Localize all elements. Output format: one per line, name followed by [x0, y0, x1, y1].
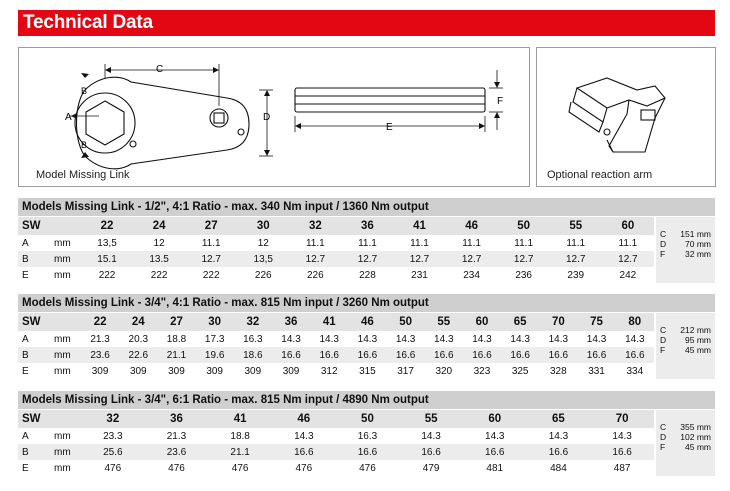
value-cell: 317 — [397, 365, 414, 377]
row-label: B — [18, 347, 54, 363]
size-cell: 32 — [81, 410, 145, 428]
value-cell: 11.1 — [566, 237, 586, 249]
value-cell: 16.6 — [425, 347, 463, 363]
size-cell: 30 — [196, 313, 234, 331]
value-cell: 16.6 — [310, 347, 348, 363]
dim-row-d: D 70 mm — [660, 239, 711, 249]
size-cell: 36 — [272, 313, 310, 331]
value-cell: 18.6 — [234, 347, 272, 363]
size-cell: 22 — [81, 313, 119, 331]
value-cell: 12.7 — [602, 251, 654, 267]
size-cell: 65 — [501, 313, 539, 331]
tool-dimension-drawing — [19, 48, 529, 186]
row-unit: mm — [54, 365, 71, 377]
table-header-row — [18, 410, 654, 428]
value-cell: 234 — [463, 269, 480, 281]
size-cell: 60 — [463, 410, 527, 428]
size-cell: 70 — [590, 410, 654, 428]
table-row-e — [18, 363, 654, 379]
value-cell: 309 — [282, 365, 300, 377]
dim-row-f: F 32 mm — [660, 249, 711, 259]
value-cell: 21.1 — [157, 347, 195, 363]
size-cell: 75 — [577, 313, 615, 331]
value-cell: 481 — [486, 462, 504, 474]
value-cell: 325 — [511, 365, 529, 377]
value-cell: 14.3 — [434, 333, 454, 345]
value-cell: 11.1 — [358, 237, 377, 249]
dim-label-b-top: B — [81, 86, 88, 96]
value-cell: 13,5 — [97, 237, 117, 249]
value-cell: 476 — [104, 462, 122, 474]
value-cell: 222 — [98, 269, 116, 281]
value-cell: 25.6 — [81, 444, 145, 460]
row-label: E — [22, 462, 29, 474]
value-cell: 16.6 — [387, 347, 425, 363]
size-cell: 70 — [539, 313, 577, 331]
size-cell: 41 — [393, 217, 445, 235]
value-cell: 16.6 — [463, 347, 501, 363]
size-cell: 41 — [208, 410, 272, 428]
value-cell: 331 — [588, 365, 605, 377]
head-label: SW — [18, 313, 54, 331]
value-cell: 334 — [626, 365, 644, 377]
size-cell: 55 — [550, 217, 602, 235]
size-cell: 60 — [602, 217, 654, 235]
row-unit: mm — [54, 347, 81, 363]
dim-row-c: C 212 mm — [660, 325, 711, 335]
value-cell: 14.3 — [421, 430, 441, 442]
table-row-a — [18, 235, 654, 251]
value-cell: 19.6 — [196, 347, 234, 363]
value-cell: 11.1 — [305, 237, 325, 249]
value-cell: 231 — [411, 269, 428, 281]
value-cell: 17.3 — [204, 333, 225, 345]
value-cell: 14.3 — [510, 333, 530, 345]
tool-caption: Model Missing Link — [36, 169, 130, 181]
reaction-arm-caption: Optional reaction arm — [547, 169, 653, 181]
value-cell: 14.3 — [586, 333, 607, 345]
value-cell: 14.3 — [281, 333, 301, 345]
size-cell: 50 — [498, 217, 550, 235]
value-cell: 13.5 — [133, 251, 185, 267]
table-row-e — [18, 267, 654, 283]
value-cell: 309 — [168, 365, 185, 377]
row-unit: mm — [54, 430, 71, 442]
value-cell: 11.1 — [462, 237, 481, 249]
header-bar — [18, 10, 715, 36]
value-cell: 16.6 — [616, 347, 654, 363]
value-cell: 239 — [567, 269, 585, 281]
size-cell: 24 — [119, 313, 157, 331]
size-cell: 36 — [145, 410, 209, 428]
table-row-b — [18, 347, 654, 363]
dim-row-d: D 102 mm — [660, 432, 711, 442]
value-cell: 12.7 — [498, 251, 550, 267]
value-cell: 14.3 — [395, 333, 416, 345]
size-cell: 65 — [527, 410, 591, 428]
size-cell: 80 — [616, 313, 654, 331]
section-title: Models Missing Link - 1/2", 4:1 Ratio - max. 340 Nm input / 1360 Nm output — [18, 198, 715, 216]
head-label: SW — [18, 217, 54, 235]
value-cell: 222 — [150, 269, 168, 281]
size-cell: 27 — [185, 217, 237, 235]
value-cell: 312 — [320, 365, 338, 377]
table-row-b — [18, 444, 654, 460]
dim-label-a: A — [65, 112, 72, 123]
value-cell: 14.3 — [548, 333, 569, 345]
value-cell: 309 — [91, 365, 109, 377]
value-cell: 484 — [550, 462, 567, 474]
value-cell: 242 — [619, 269, 637, 281]
size-cell: 46 — [272, 410, 336, 428]
value-cell: 20.3 — [128, 333, 149, 345]
dimension-box — [656, 410, 715, 476]
value-cell: 320 — [435, 365, 453, 377]
value-cell: 315 — [359, 365, 376, 377]
value-cell: 226 — [254, 269, 272, 281]
value-cell: 22.6 — [119, 347, 157, 363]
size-cell: 32 — [234, 313, 272, 331]
table-row-a — [18, 428, 654, 444]
size-cell: 50 — [387, 313, 425, 331]
value-cell: 12 — [153, 237, 165, 249]
table-row-b — [18, 251, 654, 267]
value-cell: 16.6 — [577, 347, 615, 363]
spec-table — [18, 217, 654, 283]
value-cell: 226 — [307, 269, 324, 281]
value-cell: 16.3 — [357, 430, 378, 442]
value-cell: 18.8 — [166, 333, 187, 345]
row-label: A — [22, 333, 29, 345]
dim-row-f: F 45 mm — [660, 345, 711, 355]
value-cell: 12 — [257, 237, 269, 249]
page-title: Technical Data — [23, 12, 153, 33]
value-cell: 16.6 — [272, 347, 310, 363]
size-cell: 30 — [237, 217, 289, 235]
dim-label-d: D — [263, 112, 271, 123]
value-cell: 228 — [359, 269, 376, 281]
value-cell: 14.3 — [548, 430, 569, 442]
value-cell: 16.6 — [348, 347, 386, 363]
row-label: A — [22, 237, 29, 249]
row-unit: mm — [54, 269, 71, 281]
row-label: E — [22, 365, 29, 377]
value-cell: 16.6 — [590, 444, 654, 460]
value-cell: 476 — [359, 462, 376, 474]
size-cell: 60 — [463, 313, 501, 331]
dim-row-d: D 95 mm — [660, 335, 711, 345]
size-cell: 46 — [446, 217, 498, 235]
row-unit: mm — [54, 444, 81, 460]
value-cell: 16.6 — [399, 444, 463, 460]
value-cell: 16.6 — [463, 444, 527, 460]
section-title: Models Missing Link - 3/4", 6:1 Ratio - max. 815 Nm input / 4890 Nm output — [18, 391, 715, 409]
value-cell: 12.7 — [289, 251, 341, 267]
size-cell: 50 — [336, 410, 400, 428]
table-row-a — [18, 331, 654, 347]
size-cell: 27 — [157, 313, 195, 331]
table-header-row — [18, 217, 654, 235]
tool-drawing-panel — [18, 47, 530, 187]
value-cell: 11.1 — [514, 237, 534, 249]
value-cell: 11.1 — [618, 237, 638, 249]
row-unit: mm — [54, 333, 71, 345]
value-cell: 12.7 — [550, 251, 602, 267]
size-cell: 55 — [425, 313, 463, 331]
value-cell: 12.7 — [393, 251, 445, 267]
value-cell: 23.6 — [81, 347, 119, 363]
size-cell: 41 — [310, 313, 348, 331]
value-cell: 476 — [231, 462, 249, 474]
value-cell: 14.3 — [485, 430, 505, 442]
value-cell: 15.1 — [81, 251, 133, 267]
size-cell: 55 — [399, 410, 463, 428]
table-row-e — [18, 460, 654, 476]
value-cell: 14.3 — [612, 430, 632, 442]
reaction-arm-drawing — [537, 48, 715, 168]
row-unit: mm — [54, 251, 81, 267]
value-cell: 476 — [295, 462, 313, 474]
dim-label-e: E — [386, 122, 393, 133]
value-cell: 323 — [473, 365, 491, 377]
value-cell: 309 — [244, 365, 262, 377]
value-cell: 487 — [613, 462, 631, 474]
value-cell: 12.7 — [185, 251, 237, 267]
value-cell: 16.6 — [501, 347, 539, 363]
value-cell: 16.6 — [272, 444, 336, 460]
spec-table — [18, 410, 654, 476]
dimension-box — [656, 217, 715, 283]
dim-row-f: F 45 mm — [660, 442, 711, 452]
row-label: B — [18, 444, 54, 460]
value-cell: 11.1 — [410, 237, 429, 249]
value-cell: 12.7 — [341, 251, 393, 267]
dim-label-b-bottom: B — [81, 140, 88, 150]
value-cell: 236 — [515, 269, 532, 281]
value-cell: 21.3 — [166, 430, 187, 442]
value-cell: 14.3 — [625, 333, 645, 345]
dim-row-c: C 151 mm — [660, 229, 711, 239]
value-cell: 16.6 — [336, 444, 400, 460]
value-cell: 21.3 — [90, 333, 110, 345]
size-cell: 24 — [133, 217, 185, 235]
row-unit: mm — [54, 237, 71, 249]
value-cell: 476 — [168, 462, 185, 474]
value-cell: 14.3 — [357, 333, 378, 345]
value-cell: 18.8 — [230, 430, 250, 442]
table-header-row — [18, 313, 654, 331]
size-cell: 22 — [81, 217, 133, 235]
dim-row-c: C 355 mm — [660, 422, 711, 432]
value-cell: 11.1 — [201, 237, 221, 249]
row-unit: mm — [54, 462, 71, 474]
value-cell: 14.3 — [294, 430, 314, 442]
reaction-arm-panel — [536, 47, 716, 187]
dim-label-c: C — [156, 64, 164, 75]
value-cell: 222 — [202, 269, 220, 281]
value-cell: 479 — [422, 462, 440, 474]
value-cell: 16.6 — [527, 444, 591, 460]
row-label: B — [18, 251, 54, 267]
head-label: SW — [18, 410, 54, 428]
spec-table — [18, 313, 654, 379]
value-cell: 21.1 — [208, 444, 272, 460]
value-cell: 16.6 — [539, 347, 577, 363]
row-label: E — [22, 269, 29, 281]
size-cell: 32 — [289, 217, 341, 235]
row-label: A — [22, 430, 29, 442]
value-cell: 23.6 — [145, 444, 209, 460]
value-cell: 328 — [550, 365, 567, 377]
section-title: Models Missing Link - 3/4", 4:1 Ratio - max. 815 Nm input / 3260 Nm output — [18, 294, 715, 312]
size-cell: 46 — [348, 313, 386, 331]
value-cell: 12.7 — [446, 251, 498, 267]
value-cell: 23.3 — [103, 430, 123, 442]
dim-label-f: F — [497, 96, 504, 107]
size-cell: 36 — [341, 217, 393, 235]
value-cell: 16.3 — [243, 333, 263, 345]
value-cell: 13,5 — [237, 251, 289, 267]
value-cell: 14.3 — [319, 333, 339, 345]
dimension-box — [656, 313, 715, 379]
value-cell: 309 — [129, 365, 147, 377]
value-cell: 309 — [206, 365, 223, 377]
value-cell: 14.3 — [472, 333, 492, 345]
